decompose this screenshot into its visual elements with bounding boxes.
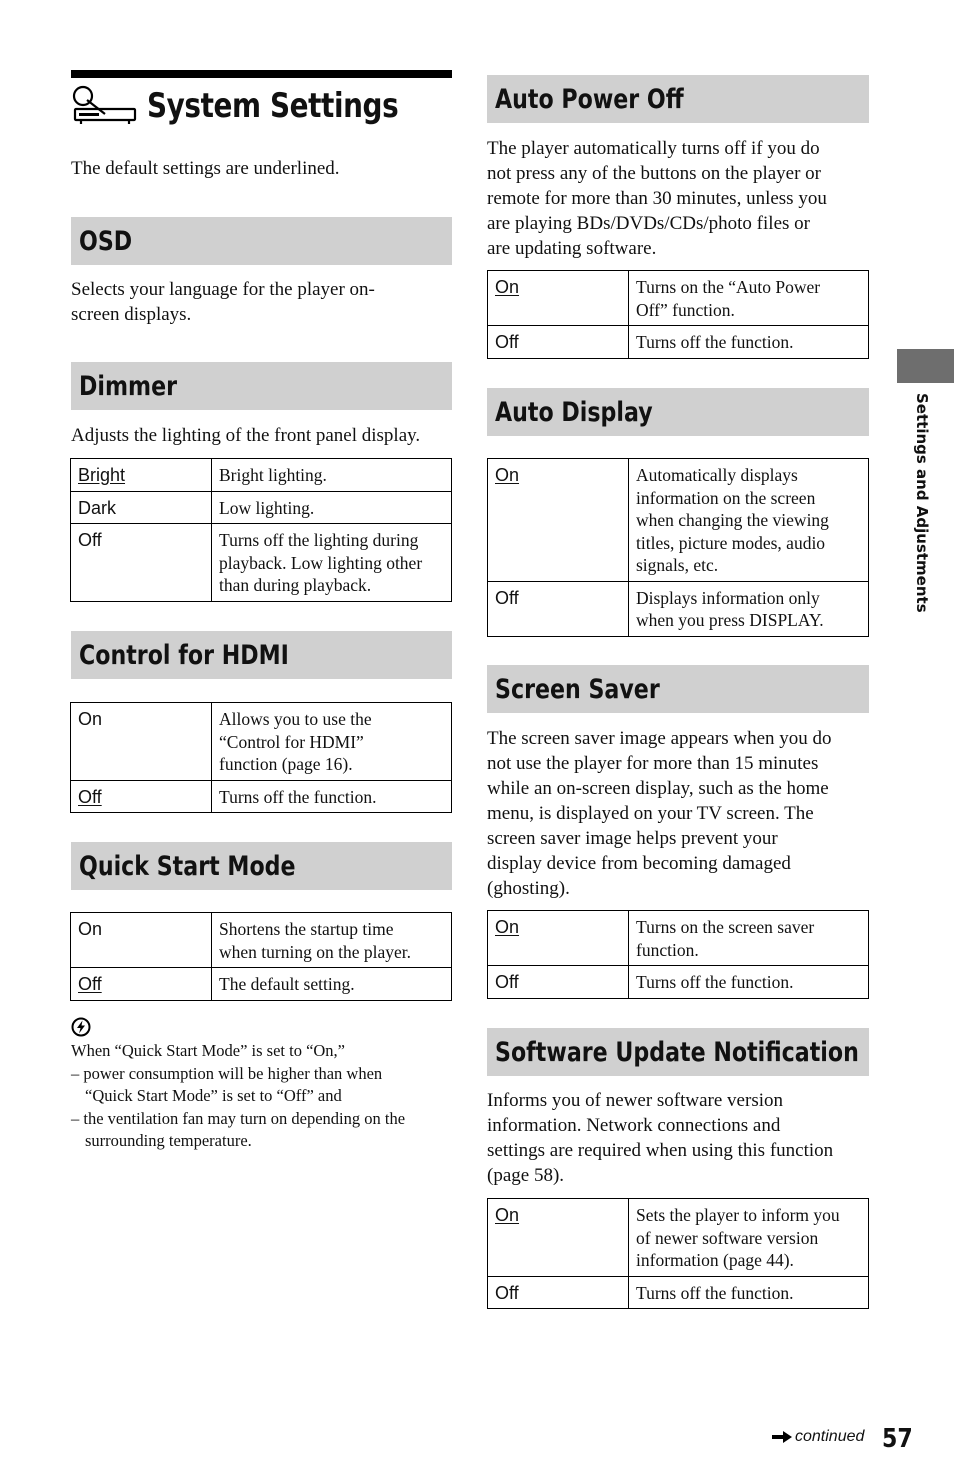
text-line: Turns on the screen saver bbox=[636, 917, 815, 937]
text-line: (ghosting). bbox=[487, 878, 570, 899]
text-line: menu, is displayed on your TV screen. The bbox=[487, 803, 814, 824]
note-line: “Quick Start Mode” is set to “Off” and bbox=[85, 1086, 342, 1105]
continued-text: continued bbox=[795, 1428, 865, 1445]
page-number: 57 bbox=[882, 1424, 913, 1454]
text-line: function (page 16). bbox=[219, 754, 353, 774]
text-line: Turns off the function. bbox=[636, 332, 794, 352]
section-heading-control-for-hdmi bbox=[71, 631, 452, 679]
option-key bbox=[488, 1199, 629, 1277]
chapter-side-label bbox=[911, 393, 931, 613]
option-key bbox=[488, 271, 629, 326]
osd-description bbox=[71, 277, 452, 327]
default-option-label: On bbox=[495, 917, 520, 937]
section-heading-screen-saver bbox=[487, 665, 869, 713]
dimmer-description: Adjusts the lighting of the front panel display. bbox=[71, 425, 421, 446]
quick-start-note bbox=[71, 1040, 456, 1153]
page-title bbox=[71, 80, 453, 132]
text-line: information (page 44). bbox=[636, 1250, 794, 1270]
default-option-label: Off bbox=[78, 974, 102, 994]
text-line: when you press DISPLAY. bbox=[636, 610, 824, 630]
option-key: Off bbox=[71, 524, 212, 602]
option-key: Off bbox=[488, 326, 629, 359]
text-line: Displays information only bbox=[636, 587, 820, 608]
text-line: Turns off the function. bbox=[636, 972, 794, 992]
option-value bbox=[629, 271, 869, 326]
option-value bbox=[629, 1276, 869, 1309]
text-line: Turns off the lighting during bbox=[219, 530, 419, 550]
option-value bbox=[629, 1199, 869, 1277]
table-row bbox=[71, 913, 452, 968]
text-line: display device from becoming damaged bbox=[487, 853, 791, 874]
note-line: surrounding temperature. bbox=[85, 1131, 252, 1150]
text-line: of newer software version bbox=[636, 1227, 819, 1248]
option-key: Off bbox=[488, 1276, 629, 1309]
text-line: Off” function. bbox=[636, 299, 735, 320]
text-line: Informs you of newer software version bbox=[487, 1090, 783, 1111]
table-row bbox=[71, 491, 452, 524]
text-line: not use the player for more than 15 minutes bbox=[487, 753, 819, 774]
option-value bbox=[212, 968, 452, 1001]
text-line: remote for more than 30 minutes, unless you bbox=[487, 188, 827, 209]
section-heading-quick-start-mode bbox=[71, 842, 452, 890]
continued-indicator bbox=[771, 1428, 864, 1446]
section-heading-text: Auto Display bbox=[495, 396, 653, 428]
text-line: information. Network connections and bbox=[487, 1115, 781, 1136]
table-row bbox=[71, 459, 452, 492]
text-line: Shortens the startup time bbox=[219, 919, 394, 939]
text-line: information on the screen bbox=[636, 487, 816, 508]
section-heading-auto-power-off bbox=[487, 75, 869, 123]
text-line: “Control for HDMI” bbox=[219, 731, 364, 752]
text-line: Turns on the “Auto Power bbox=[636, 277, 821, 297]
text-line: when turning on the player. bbox=[219, 941, 411, 962]
default-option-label: Off bbox=[78, 786, 102, 807]
option-key: On bbox=[71, 913, 212, 968]
text-line: are playing BDs/DVDs/CDs/photo files or bbox=[487, 213, 810, 234]
text-line: signals, etc. bbox=[636, 555, 719, 575]
software-update-description bbox=[487, 1088, 872, 1188]
section-heading-auto-display bbox=[487, 388, 869, 436]
text-line: not press any of the buttons on the player or bbox=[487, 163, 822, 184]
option-value bbox=[629, 459, 869, 582]
section-heading-text: OSD bbox=[79, 225, 133, 257]
table-row bbox=[488, 459, 869, 582]
table-row bbox=[71, 524, 452, 602]
option-value bbox=[212, 703, 452, 781]
screen-saver-description bbox=[487, 726, 872, 901]
table-row bbox=[488, 966, 869, 999]
option-key: Off bbox=[488, 966, 629, 999]
note-line: When “Quick Start Mode” is set to “On,” bbox=[71, 1041, 346, 1060]
option-value bbox=[212, 780, 452, 813]
chapter-side-label-text: Settings and Adjustments bbox=[913, 393, 931, 613]
section-heading-text: Quick Start Mode bbox=[79, 850, 296, 882]
text-line: titles, picture modes, audio bbox=[636, 532, 826, 553]
default-option-label: On bbox=[495, 465, 520, 485]
table-row bbox=[488, 581, 869, 636]
option-key bbox=[71, 780, 212, 813]
chapter-tab-marker bbox=[897, 349, 954, 383]
section-heading-dimmer bbox=[71, 362, 452, 410]
control-hdmi-options-table bbox=[70, 702, 452, 813]
option-value bbox=[212, 913, 452, 968]
table-row bbox=[488, 326, 869, 359]
table-row bbox=[488, 1199, 869, 1277]
option-key bbox=[488, 911, 629, 966]
note-line: – power consumption will be higher than when bbox=[71, 1063, 383, 1083]
text-line: Bright lighting. bbox=[219, 465, 327, 485]
option-value bbox=[629, 966, 869, 999]
section-heading-software-update-notification bbox=[487, 1028, 869, 1076]
option-key: Dark bbox=[71, 491, 212, 524]
table-row bbox=[488, 1276, 869, 1309]
page-title-text: System Settings bbox=[147, 86, 399, 126]
note-line: – the ventilation fan may turn on depending on the bbox=[71, 1108, 406, 1128]
option-value bbox=[629, 911, 869, 966]
table-row bbox=[71, 780, 452, 813]
auto-power-off-description bbox=[487, 136, 872, 261]
default-option-label: On bbox=[495, 277, 520, 297]
option-key bbox=[71, 968, 212, 1001]
text-line: screen displays. bbox=[71, 304, 192, 325]
table-row bbox=[488, 911, 869, 966]
text-line: settings are required when using this function bbox=[487, 1140, 834, 1161]
text-line: Selects your language for the player on- bbox=[71, 279, 375, 300]
text-line: Sets the player to inform you bbox=[636, 1205, 840, 1225]
table-row bbox=[71, 968, 452, 1001]
text-line: The player automatically turns off if you do bbox=[487, 138, 820, 159]
table-row bbox=[71, 703, 452, 781]
option-key: Off bbox=[488, 581, 629, 636]
text-line: while an on-screen display, such as the home bbox=[487, 778, 829, 799]
text-line: Turns off the function. bbox=[636, 1282, 794, 1303]
option-value bbox=[212, 491, 452, 524]
section-heading-text: Auto Power Off bbox=[495, 83, 684, 115]
title-rule bbox=[71, 70, 452, 78]
defaults-intro: The default settings are underlined. bbox=[71, 158, 340, 179]
text-line: are updating software. bbox=[487, 238, 657, 259]
arrow-right-icon bbox=[771, 1429, 793, 1445]
default-option-label: Bright bbox=[78, 465, 126, 485]
dimmer-options-table bbox=[70, 458, 452, 602]
option-value bbox=[212, 459, 452, 492]
section-heading-osd bbox=[71, 217, 452, 265]
table-row bbox=[488, 271, 869, 326]
option-value bbox=[629, 581, 869, 636]
option-value bbox=[629, 326, 869, 359]
section-heading-text: Software Update Notification bbox=[495, 1036, 859, 1068]
screen-saver-options-table bbox=[487, 910, 869, 999]
text-line: screen saver image helps prevent your bbox=[487, 828, 778, 849]
text-line: function. bbox=[636, 939, 699, 960]
option-key bbox=[488, 459, 629, 582]
text-line: (page 58). bbox=[487, 1165, 565, 1186]
text-line: when changing the viewing bbox=[636, 510, 829, 530]
option-value bbox=[212, 524, 452, 602]
section-heading-text: Screen Saver bbox=[495, 673, 660, 705]
auto-power-off-options-table bbox=[487, 270, 869, 359]
text-line: The screen saver image appears when you do bbox=[487, 728, 832, 749]
option-key bbox=[71, 459, 212, 492]
settings-tools-icon bbox=[71, 84, 139, 128]
quick-start-options-table bbox=[70, 912, 452, 1001]
default-option-label: On bbox=[495, 1205, 520, 1225]
auto-display-options-table bbox=[487, 458, 869, 637]
text-line: Turns off the function. bbox=[219, 786, 377, 807]
text-line: playback. Low lighting other bbox=[219, 552, 423, 573]
text-line: Automatically displays bbox=[636, 465, 798, 485]
text-line: than during playback. bbox=[219, 575, 372, 595]
text-line: Low lighting. bbox=[219, 497, 315, 518]
text-line: Allows you to use the bbox=[219, 709, 372, 729]
section-heading-text: Control for HDMI bbox=[79, 639, 289, 671]
text-line: The default setting. bbox=[219, 974, 355, 994]
section-heading-text: Dimmer bbox=[79, 370, 178, 402]
software-update-options-table bbox=[487, 1198, 869, 1309]
note-lightning-icon bbox=[71, 1017, 91, 1037]
option-key: On bbox=[71, 703, 212, 781]
